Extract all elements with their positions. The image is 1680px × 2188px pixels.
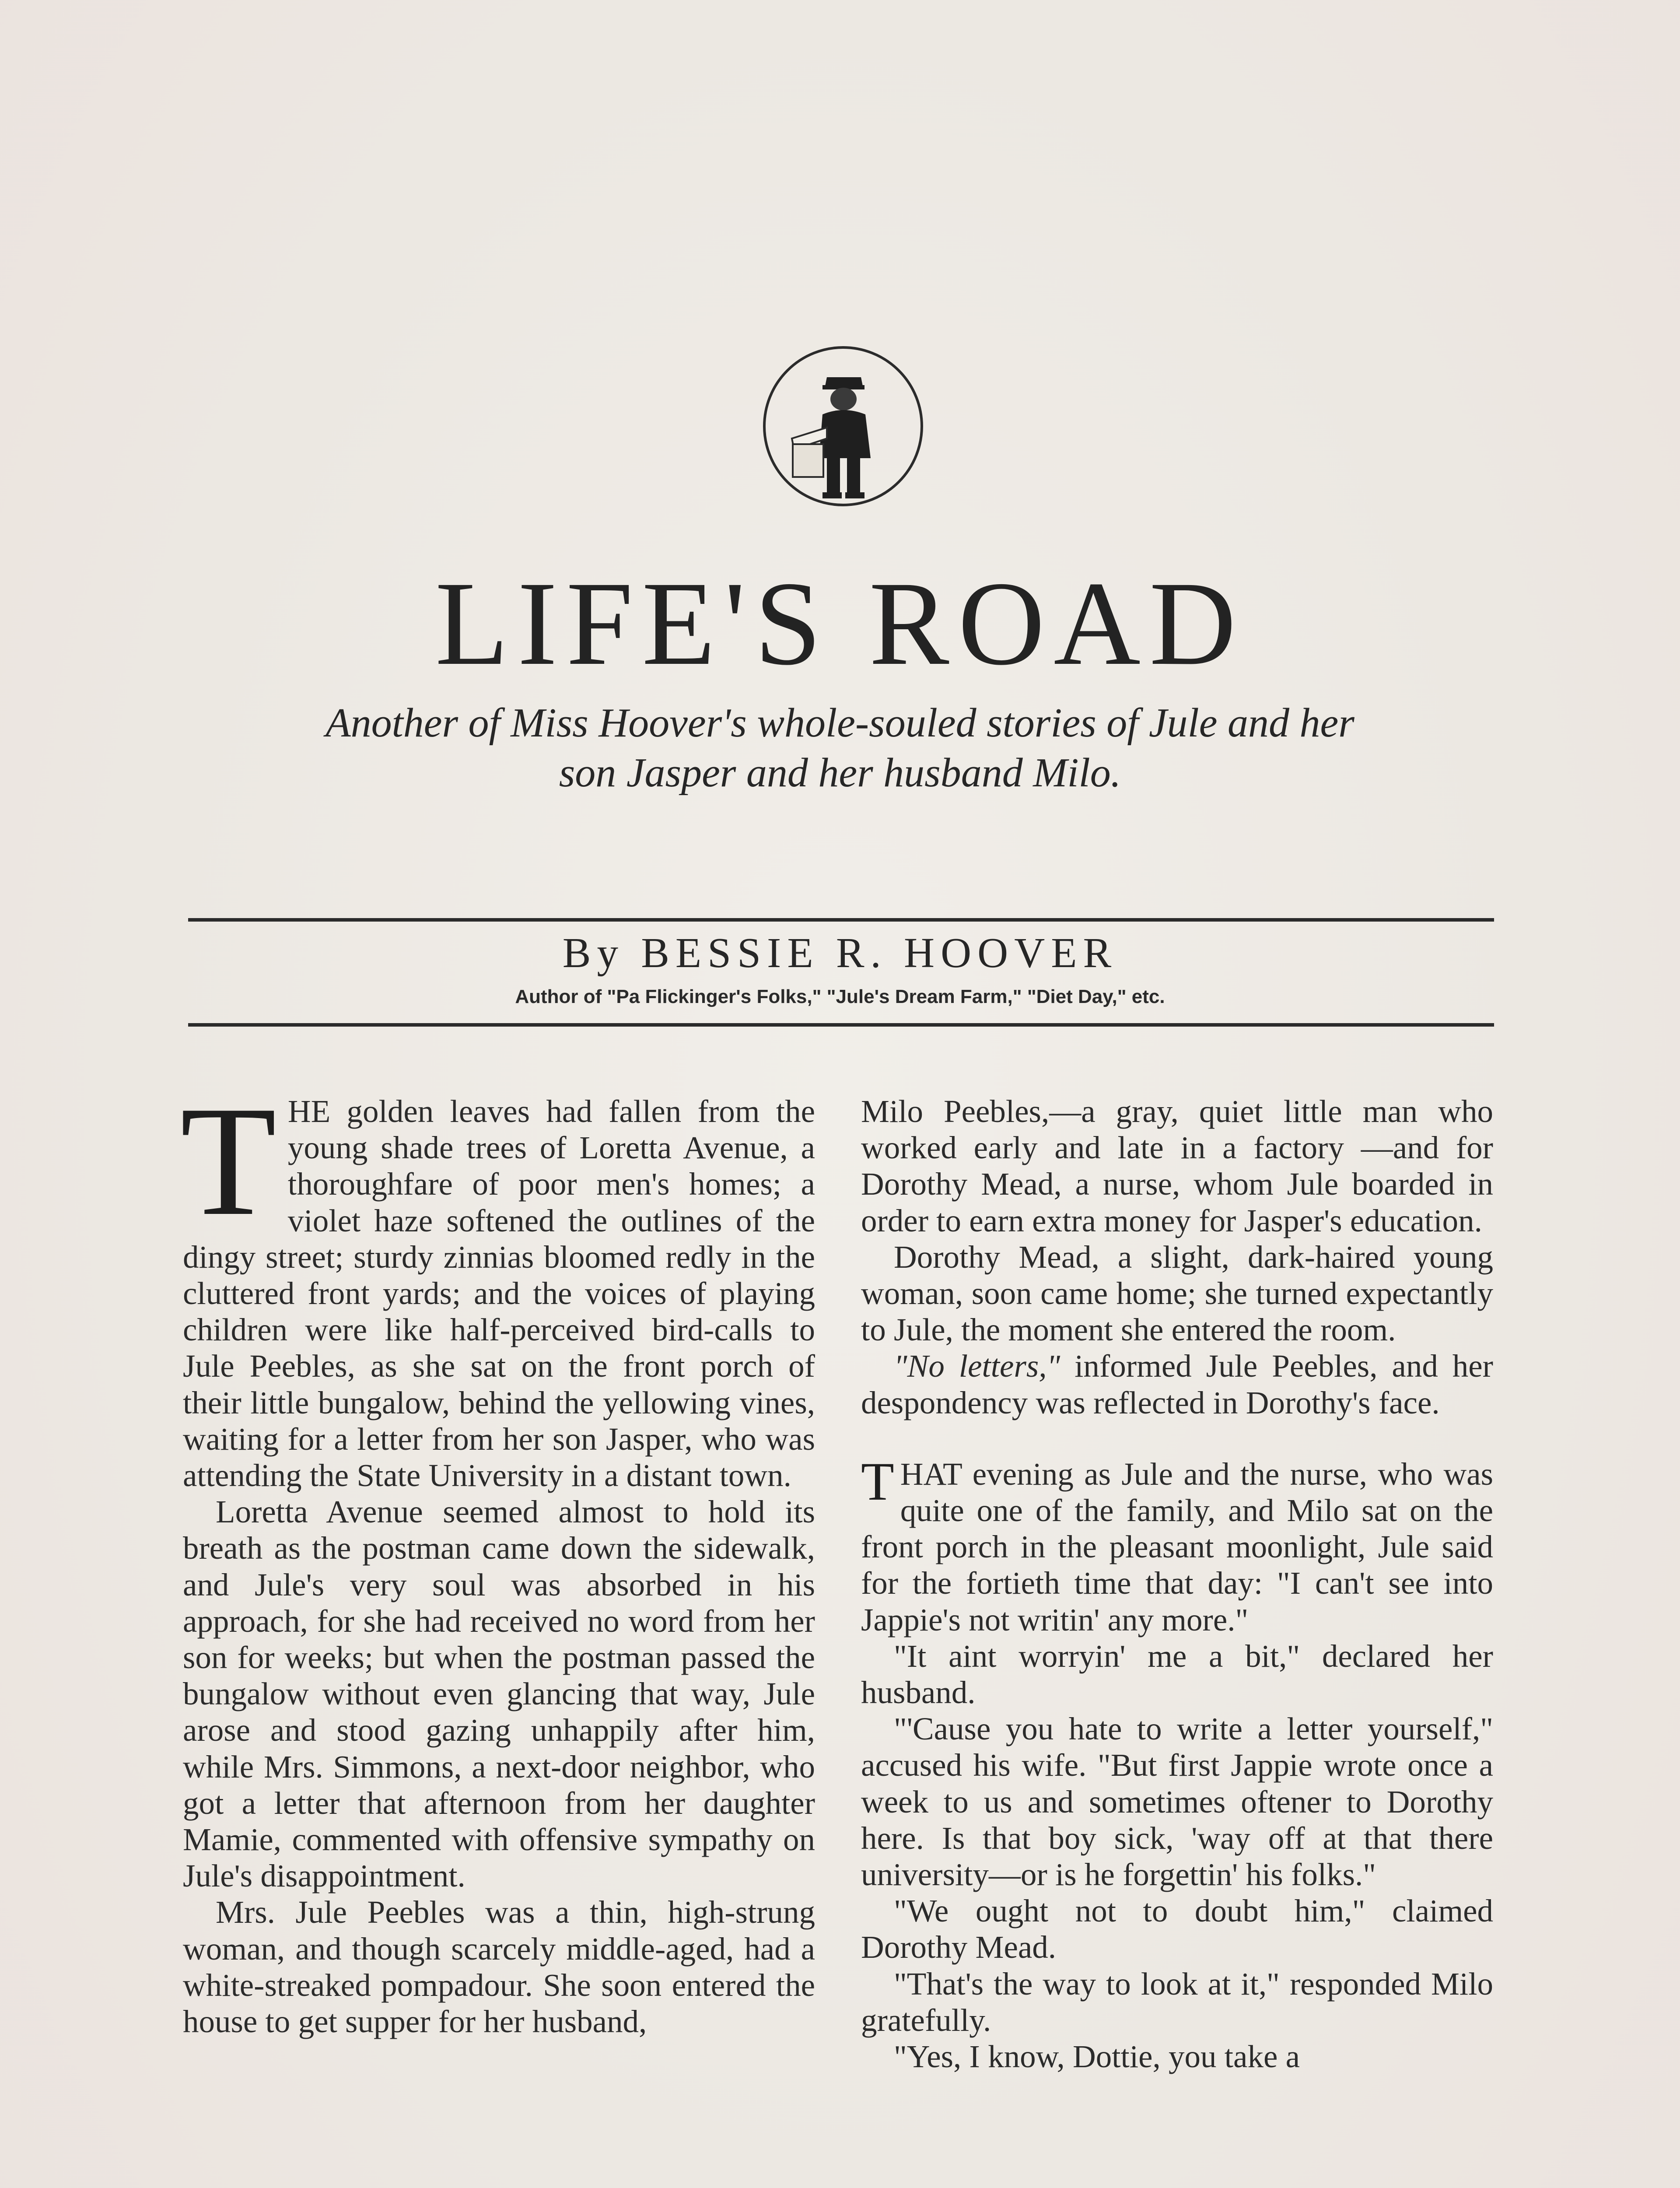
paragraph: Milo Peebles,—a gray, quiet little man who worked early and late in a factory —and for Dorothy Mead, a nurse, whom Jule boarded in order to earn extra money for Jasper's education. xyxy=(861,1094,1493,1238)
postman-logo xyxy=(761,344,925,508)
drop-cap: T xyxy=(861,1451,894,1511)
paragraph: Loretta Avenue seemed almost to hold its breath as the postman came down the sidewalk, and Jule's very soul was absorbed in his approach, for she had received no word from her son for weeks; but when the postman passed the bungalow without even glancing that way, Jule arose and stood gazing unhappily after him, while Mrs. Simmons, a next-door neighbor, who got a letter that afternoon from her daughter Mamie, commented with offensive sympathy on Jule's disappointment. xyxy=(183,1494,815,1894)
paragraph: Dorothy Mead, a slight, dark-haired young woman, soon came home; she turned expectantly to Jule, the moment she entered the room. xyxy=(861,1239,1493,1348)
paragraph: "'Cause you hate to write a letter yourself," accused his wife. "But first Jappie wrote once a week to us and sometimes oftener to Dorothy here. Is that boy sick, 'way off at that there university—or is he forgettin' his folks." xyxy=(861,1711,1493,1893)
author-credits: Author of "Pa Flickinger's Folks," "Jule's Dream Farm," "Diet Day," etc. xyxy=(515,986,1165,1007)
paragraph-text: informed Jule Peebles, and her despondency was reflected in Dorothy's face. xyxy=(861,1348,1493,1420)
page-title: LIFE'S ROAD xyxy=(435,557,1245,690)
paragraph xyxy=(861,1348,1493,1420)
top-rule xyxy=(188,918,1494,922)
column-left xyxy=(180,1073,815,2040)
italic-quote: "No letters," xyxy=(894,1348,1060,1384)
paragraph-text: HAT evening as Jule and the nurse, who was quite one of the family, and Milo sat on the front porch in the pleasant moonlight, Jule said for the fortieth time that day: "I can't see into Jappie's not writin' any more." xyxy=(861,1456,1493,1637)
paragraph: Mrs. Jule Peebles was a thin, high-strung woman, and though scarcely middle-aged, had a white-streaked pompadour. She soon entered the house to get supper for her husband, xyxy=(183,1894,815,2040)
bottom-rule xyxy=(188,1023,1494,1027)
subtitle: Another of Miss Hoover's whole-souled stories of Jule and her son Jasper and her husband Milo. xyxy=(326,700,1354,796)
byline: By BESSIE R. HOOVER xyxy=(562,929,1118,976)
postman-icon xyxy=(764,347,922,505)
paragraph xyxy=(861,1451,1493,1638)
paragraph: "That's the way to look at it," responded Milo gratefully. xyxy=(861,1966,1493,2038)
paragraph-text: HE golden leaves had fallen from the young shade trees of Loretta Avenue, a thoroughfare of poor men's homes; a violet haze softened the outlines of the dingy street; sturdy zinnias bloomed redly in the cluttered front yards; and the voices of playing children were like half-perceived bird-calls to Jule Peebles, as she sat on the front porch of their little bungalow, behind the yellowing vines, waiting for a letter from her son Jasper, who was attending the State University in a distant town. xyxy=(183,1094,815,1494)
paragraph: "It aint worryin' me a bit," declared her husband. xyxy=(861,1638,1493,1711)
paragraph xyxy=(180,1073,815,1494)
paragraph: "Yes, I know, Dottie, you take a xyxy=(894,2039,1300,2075)
column-right xyxy=(861,1093,1493,2075)
drop-cap: T xyxy=(180,1073,276,1248)
paragraph: "We ought not to doubt him," claimed Dorothy Mead. xyxy=(861,1893,1493,1965)
